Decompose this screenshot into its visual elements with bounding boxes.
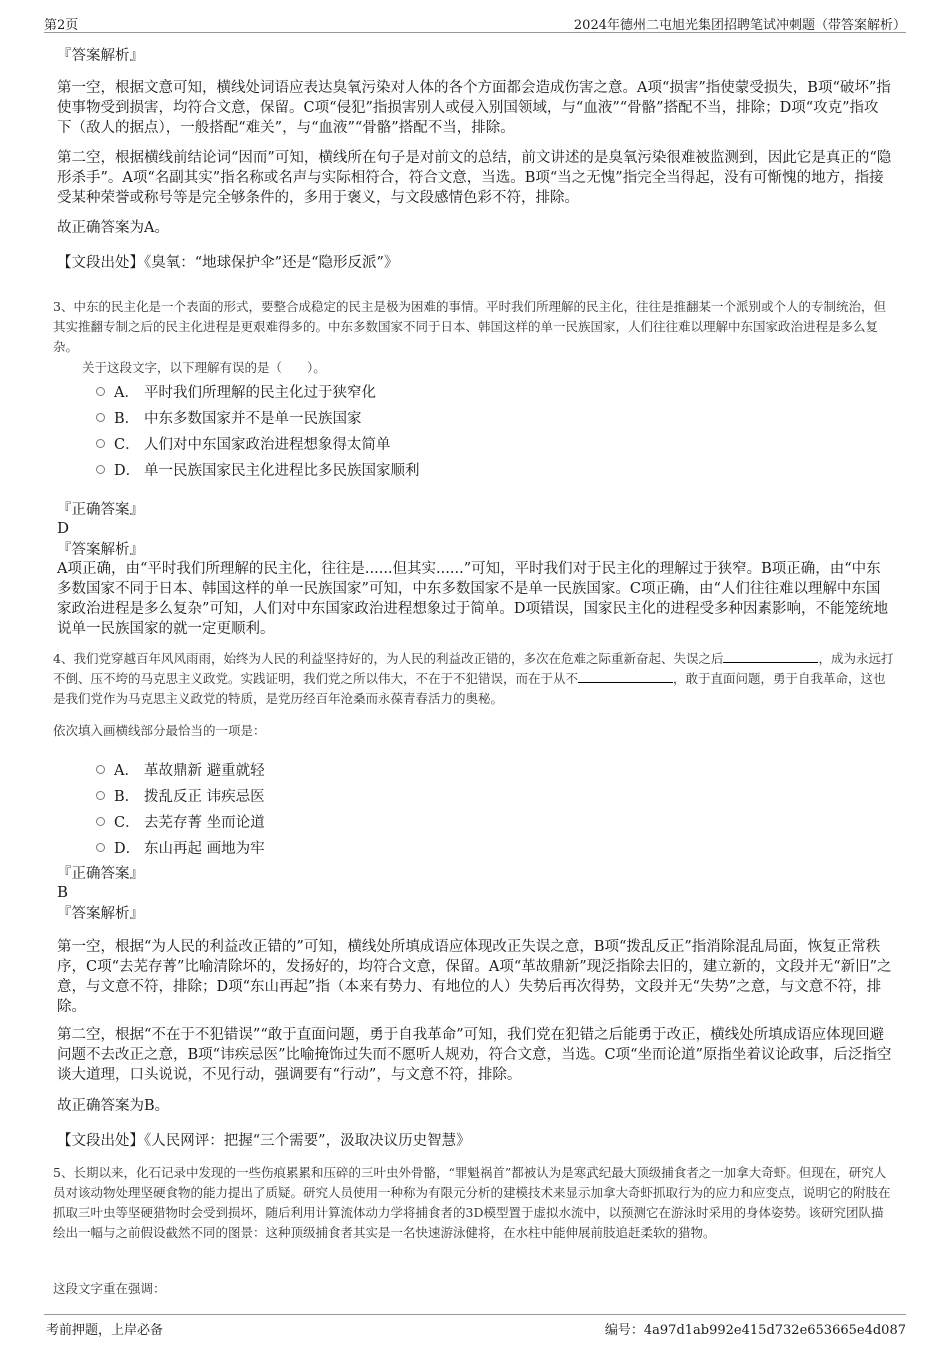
option-text: 拨乱反正 讳疾忌医 [144,789,265,805]
option-c[interactable] [96,811,265,832]
question-4-prompt: 依次填入画横线部分最恰当的一项是： [53,723,266,738]
radio-icon[interactable] [96,843,105,852]
radio-icon[interactable] [96,387,105,396]
option-text: 中东多数国家并不是单一民族国家 [144,411,362,427]
option-text: 平时我们所理解的民主化过于狭窄化 [144,385,376,401]
radio-icon[interactable] [96,817,105,826]
question-3-prompt: 关于这段文字，以下理解有误的是（ ）。 [82,360,326,375]
option-letter: A． [114,763,139,779]
correct-answer: D [57,519,70,537]
analysis-paragraph-2: 第二空，根据横线前结论词“因而”可知，横线所在句子是对前文的总结，前文讲述的是臭氧污染很难被监测到，因此它是真正的“隐形杀手”。A项“名副其实”指名称或名声与实际相符合，符合文意，当选。B项“当之无愧”指完全当得起，没有可惭愧的地方，指接受某种荣誉或称号等是完全够条件的，多用于褒义，与文段感情色彩不符，排除。 [57,150,892,206]
option-text: 东山再起 画地为牢 [144,841,265,857]
option-text: 单一民族国家民主化进程比多民族国家顺利 [144,463,420,479]
option-b[interactable] [96,407,362,428]
stem-part: 4、我们党穿越百年风风雨雨，始终为人民的利益坚持好的，为人民的利益改正错的，多次在危难之际重新奋起、失误之后 [53,651,724,666]
question-5-stem: 5、长期以来，化石记录中发现的一些伤痕累累和压碎的三叶虫外骨骼，“罪魁祸首”都被认为是寒武纪最大顶级捕食者之一加拿大奇虾。但现在，研究人员对该动物处理坚硬食物的能力提出了质疑。研究人员使用一种称为有限元分析的建模技术来显示加拿大奇虾抓取行为的应力和应变点，说明它的附肢在抓取三叶虫等坚硬猎物时会受到损坏，随后利用计算流体动力学将捕食者的3D模型置于虚拟水流中，以预测它在游泳时采用的身体姿势。该研究团队描绘出一幅与之前假设截然不同的图景：这种顶级捕食者其实是一名快速游泳健将，在水柱中能伸展前肢追赶柔软的猎物。 [53,1165,891,1240]
fill-blank [578,670,673,683]
option-d[interactable] [96,837,265,858]
stem-part: ，成为永远打不倒、压不垮的马克思主义政党。实践证明，我们党之所以伟大，不在于不犯错误，而在于从不 [53,651,894,686]
option-text: 革故鼎新 避重就轻 [144,763,265,779]
analysis-paragraph: A项正确，由“平时我们所理解的民主化，往往是......但其实......”可知，平时我们对于民主化的理解过于狭窄。B项正确，由“中东多数国家不同于日本、韩国这样的单一民族国家”可知，中东多数国家不是单一民族国家。C项正确，由“人们往往难以理解中东国家政治进程是多么复杂”可知，人们对中东国家政治进程想象过于简单。D项错误，国家民主化的进程受多种因素影响，不能笼统地说单一民族国家的就一定更顺利。 [57,561,889,637]
analysis-heading: 『答案解析』 [57,542,144,558]
document-title: 2024年德州二屯旭光集团招聘笔试冲刺题（带答案解析） [573,18,906,33]
footer-slogan: 考前押题，上岸必备 [46,1323,164,1338]
option-letter: A． [114,385,139,401]
answer-statement: 故正确答案为A。 [57,220,169,236]
correct-answer: B [57,883,69,901]
radio-icon[interactable] [96,465,105,474]
option-letter: D． [114,463,141,479]
question-4-stem [53,649,895,709]
analysis-heading: 『答案解析』 [57,906,144,922]
option-letter: D． [114,841,141,857]
document-id: 编号：4a97d1ab992e415d732e653665e4d087 [604,1323,906,1338]
option-letter: C． [114,815,140,831]
answer-statement: 故正确答案为B。 [57,1098,170,1114]
option-b[interactable] [96,785,265,806]
source-citation: 【文段出处】《臭氧：“地球保护伞”还是“隐形反派”》 [57,255,399,271]
radio-icon[interactable] [96,413,105,422]
radio-icon[interactable] [96,439,105,448]
correct-answer-heading: 『正确答案』 [57,866,144,882]
analysis-paragraph-2: 第二空，根据“不在于不犯错误”“敢于直面问题，勇于自我革命”可知，我们党在犯错之后能勇于改正，横线处所填成语应体现回避问题不去改正之意，B项“讳疾忌医”比喻掩饰过失而不愿听人规劝，符合文意，当选。C项“坐而论道”原指坐着议论政事，后泛指空谈大道理，口头说说，不见行动，强调要有“行动”，与文意不符，排除。 [57,1027,892,1083]
fill-blank [723,650,818,663]
page-footer [44,1314,906,1339]
stem-part: ，敢于直面问题，勇于自我革命，这也是我们党作为马克思主义政党的特质，是党历经百年沧桑而永葆青春活力的奥秘。 [53,671,886,706]
option-text: 去芜存菁 坐而论道 [144,815,265,831]
question-3-stem: 3、中东的民主化是一个表面的形式，要整合成稳定的民主是极为困难的事情。平时我们所理解的民主化，往往是推翻某一个派别或个人的专制统治，但其实推翻专制之后的民主化进程是更艰难得多的。中东多数国家不同于日本、韩国这样的单一民族国家，人们往往难以理解中东国家政治进程是多么复杂。 [53,299,886,354]
option-letter: B． [114,411,140,427]
source-citation: 【文段出处】《人民网评：把握“三个需要”，汲取决议历史智慧》 [57,1133,471,1149]
option-text: 人们对中东国家政治进程想象得太简单 [144,437,391,453]
analysis-paragraph-1: 第一空，根据“为人民的利益改正错的”可知，横线处所填成语应体现改正失误之意，B项“拨乱反正”指消除混乱局面，恢复正常秩序，C项“去芜存菁”比喻清除坏的，发扬好的，均符合文意，保留。A项“革故鼎新”现泛指除去旧的，建立新的，文段并无“新旧”之意，与文意不符，排除；D项“东山再起”指（本来有势力、有地位的人）失势后再次得势，文段并无“失势”之意，与文意不符，排除。 [57,939,892,1015]
option-letter: C． [114,437,140,453]
analysis-paragraph-1: 第一空，根据文意可知，横线处词语应表达臭氧污染对人体的各个方面都会造成伤害之意。A项“损害”指使蒙受损失，B项“破坏”指使事物受到损害，均符合文意，保留。C项“侵犯”指损害别人或侵入别国领域，与“血液”“骨骼”搭配不当，排除；D项“攻克”指攻下（敌人的据点），一般搭配“难关”，与“血液”“骨骼”搭配不当，排除。 [57,80,891,136]
option-letter: B． [114,789,140,805]
page-number: 第2页 [44,18,79,33]
option-c[interactable] [96,433,391,454]
option-a[interactable] [96,759,265,780]
radio-icon[interactable] [96,791,105,800]
question-5-prompt: 这段文字重在强调： [53,1281,166,1296]
analysis-heading: 『答案解析』 [57,48,144,64]
correct-answer-heading: 『正确答案』 [57,502,144,518]
option-d[interactable] [96,459,420,480]
option-a[interactable] [96,381,376,402]
page-header [44,10,906,33]
radio-icon[interactable] [96,765,105,774]
